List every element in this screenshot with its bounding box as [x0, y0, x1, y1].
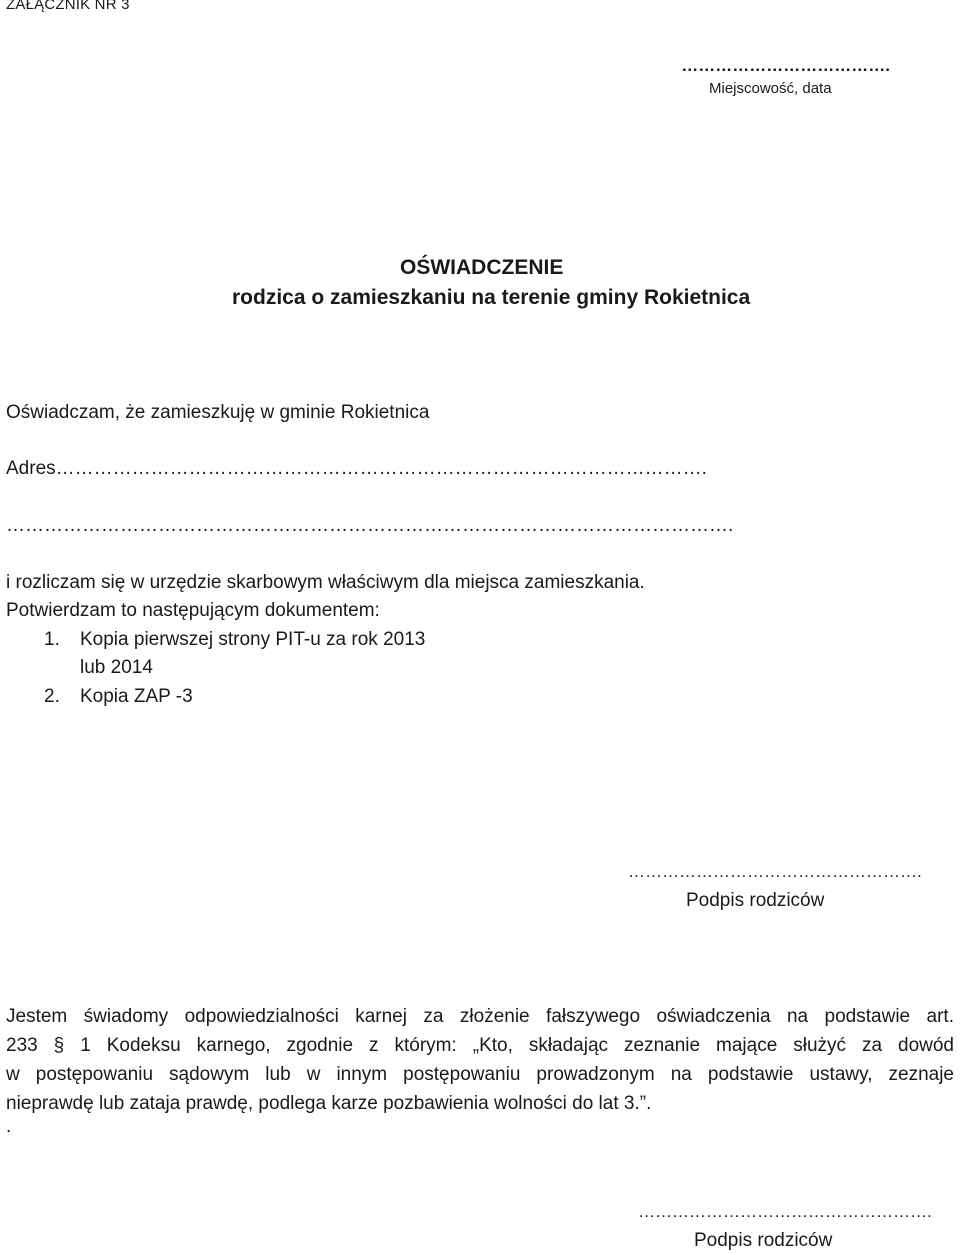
annex-label: ZAŁĄCZNIK NR 3 — [6, 0, 130, 13]
signature-label: Podpis rodziców — [694, 1230, 833, 1251]
legal-notice — [6, 1002, 954, 1118]
document-list-item — [44, 686, 193, 708]
tax-office-line: i rozliczam się w urzędzie skarbowym właściwym dla miejsca zamieszkania. — [6, 572, 645, 593]
document-list-item — [44, 629, 425, 651]
list-item-continuation: lub 2014 — [80, 657, 153, 678]
legal-notice-line: 233 § 1 Kodeksu karnego, zgodnie z którym: „Kto, składając zeznanie mające służyć za dowód — [6, 1035, 954, 1056]
list-item-number: 1. — [44, 629, 60, 650]
signature-dots: ……………………………………………. — [628, 862, 922, 881]
document-subtitle: rodzica o zamieszkaniu na terenie gminy Rokietnica — [232, 286, 751, 309]
confirmation-line: Potwierdzam to następującym dokumentem: — [6, 600, 380, 621]
trailing-dot: . — [6, 1116, 12, 1137]
legal-notice-line: Jestem świadomy odpowiedzialności karnej za złożenie fałszywego oświadczenia na podstawie art. — [6, 1006, 954, 1027]
place-date-dots: ………………………………. — [681, 56, 890, 75]
address-continuation-line: ……………………………………………………………………………………………………. — [6, 515, 734, 536]
legal-notice-line: w postępowaniu sądowym lub w innym postępowaniu prowadzonym na podstawie ustawy, zeznaje — [6, 1064, 954, 1085]
place-date-label: Miejscowość, data — [709, 80, 832, 97]
statement-line: Oświadczam, że zamieszkuję w gminie Rokietnica — [6, 402, 430, 423]
document-title: OŚWIADCZENIE — [400, 256, 564, 279]
signature-label: Podpis rodziców — [686, 890, 825, 911]
address-line: Adres…………………………………………………………………………………………. — [6, 458, 707, 479]
list-item-number: 2. — [44, 686, 60, 707]
list-item-text: Kopia pierwszej strony PIT-u za rok 2013 — [80, 629, 426, 650]
legal-notice-line: nieprawdę lub zataja prawdę, podlega karze pozbawienia wolności do lat 3.”. — [6, 1093, 652, 1114]
signature-dots: ……………………………………………. — [638, 1202, 932, 1221]
list-item-text: Kopia ZAP -3 — [80, 686, 193, 707]
